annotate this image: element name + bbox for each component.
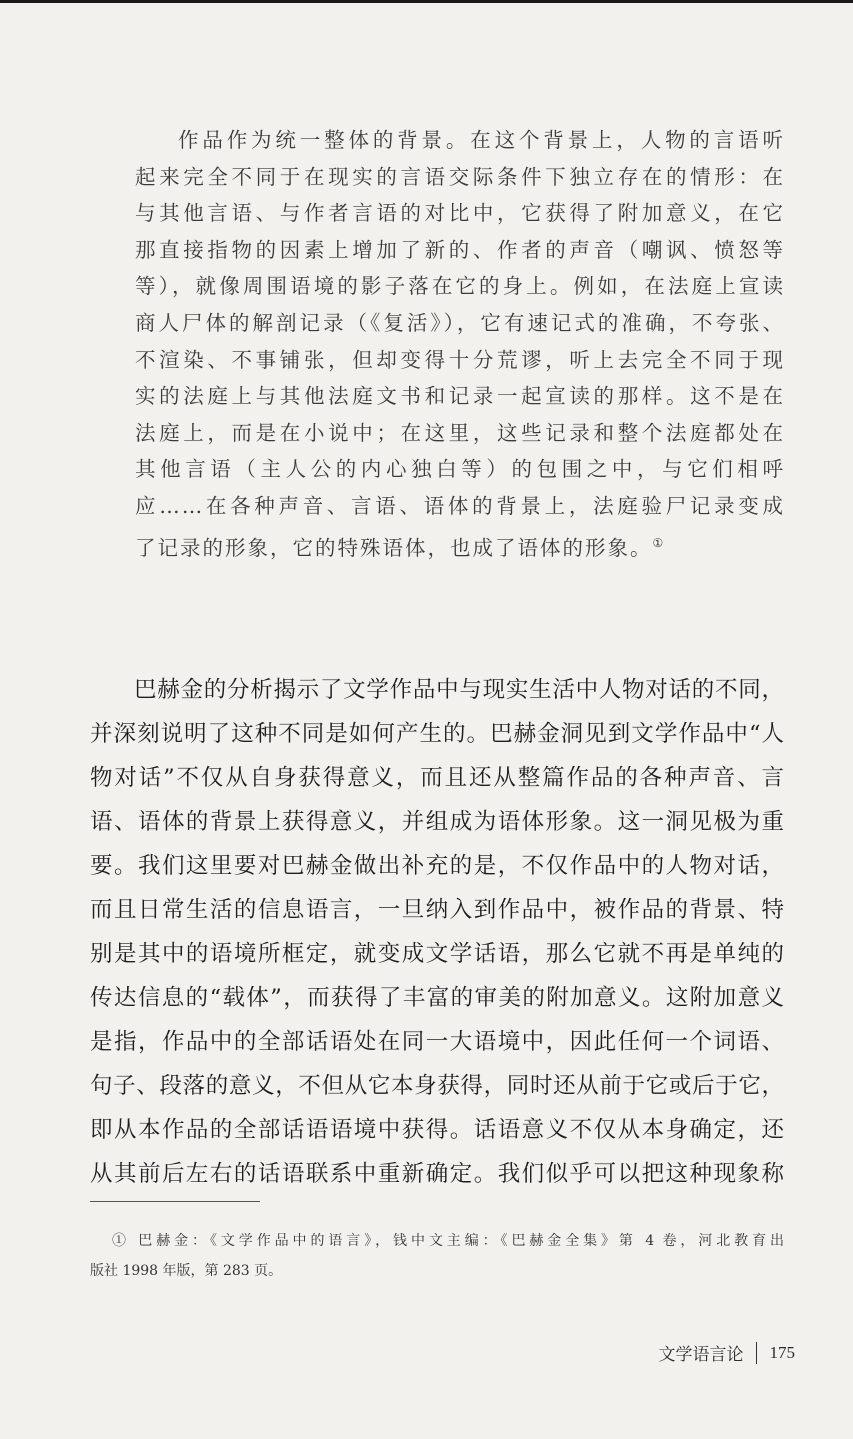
quote-line: 与其他言语、与作者言语的对比中，它获得了附加意义，在它 [135, 201, 785, 226]
page-footer [659, 1340, 796, 1365]
footnote-reference-marker[interactable]: ① [652, 535, 664, 550]
page-number: 175 [769, 1342, 795, 1362]
body-line: 从其前后左右的话语联系中重新确定。我们似乎可以把这种现象称 [90, 1161, 784, 1187]
body-line: 而且日常生活的信息语言，一旦纳入到作品中，被作品的背景、特 [90, 897, 784, 923]
body-line: 巴赫金的分析揭示了文学作品中与现实生活中人物对话的不同， [134, 677, 784, 703]
quote-line-text: 了记录的形象，它的特殊语体，也成了语体的形象。 [135, 535, 653, 560]
block-quote [135, 122, 785, 561]
body-line: 要。我们这里要对巴赫金做出补充的是，不仅作品中的人物对话， [90, 853, 784, 879]
footnote-separator [90, 1201, 260, 1202]
body-line: 物对话”不仅从自身获得意义，而且还从整篇作品的各种声音、言 [90, 765, 784, 791]
footer-divider [756, 1342, 757, 1364]
body-line: 别是其中的语境所框定，就变成文学话语，那么它就不再是单纯的 [90, 941, 784, 967]
body-line: 即从本作品的全部话语语境中获得。话语意义不仅从本身确定，还 [90, 1117, 784, 1143]
quote-line: 实的法庭上与其他法庭文书和记录一起宣读的那样。这不是在 [135, 384, 785, 409]
quote-line: 等），就像周围语境的影子落在它的身上。例如，在法庭上宣读 [135, 274, 785, 299]
quote-line: 商人尸体的解剖记录（《复活》），它有速记式的准确，不夸张、 [135, 310, 785, 335]
running-footer-title: 文学语言论 [658, 1345, 744, 1365]
quote-line: 起来完全不同于在现实的言语交际条件下独立存在的情形：在 [135, 164, 785, 189]
footnote [90, 1226, 784, 1286]
body-line: 传达信息的“载体”，而获得了丰富的审美的附加意义。这附加意义 [90, 985, 784, 1011]
quote-line: 法庭上，而是在小说中；在这里，这些记录和整个法庭都处在 [135, 420, 785, 445]
body-text [90, 668, 784, 1196]
quote-line: 那直接指物的因素上增加了新的、作者的声音（嘲讽、愤怒等 [135, 237, 785, 262]
body-line: 语、语体的背景上获得意义，并组成为语体形象。这一洞见极为重 [90, 809, 784, 835]
quote-line: 其他言语（主人公的内心独白等）的包围之中，与它们相呼 [135, 457, 785, 482]
body-line: 并深刻说明了这种不同是如何产生的。巴赫金洞见到文学作品中“人 [90, 721, 784, 747]
body-line: 句子、段落的意义，不但从它本身获得，同时还从前于它或后于它， [90, 1073, 784, 1099]
quote-line: 作品作为统一整体的背景。在这个背景上，人物的言语听 [178, 128, 785, 152]
body-line: 是指，作品中的全部话语处在同一大语境中，因此任何一个词语、 [90, 1029, 784, 1055]
quote-line-last [135, 525, 785, 562]
quote-line: 应……在各种声音、言语、语体的背景上，法庭验尸记录变成 [135, 493, 785, 518]
footnote-line: ① 巴赫金：《文学作品中的语言》，钱中文主编：《巴赫金全集》第 4 卷，河北教育出 [112, 1233, 784, 1249]
quote-line: 不渲染、不事铺张，但却变得十分荒谬，听上去完全不同于现 [135, 347, 785, 372]
footnote-line: 版社 1998 年版，第 283 页。 [90, 1263, 283, 1279]
top-border-rule [0, 0, 853, 3]
